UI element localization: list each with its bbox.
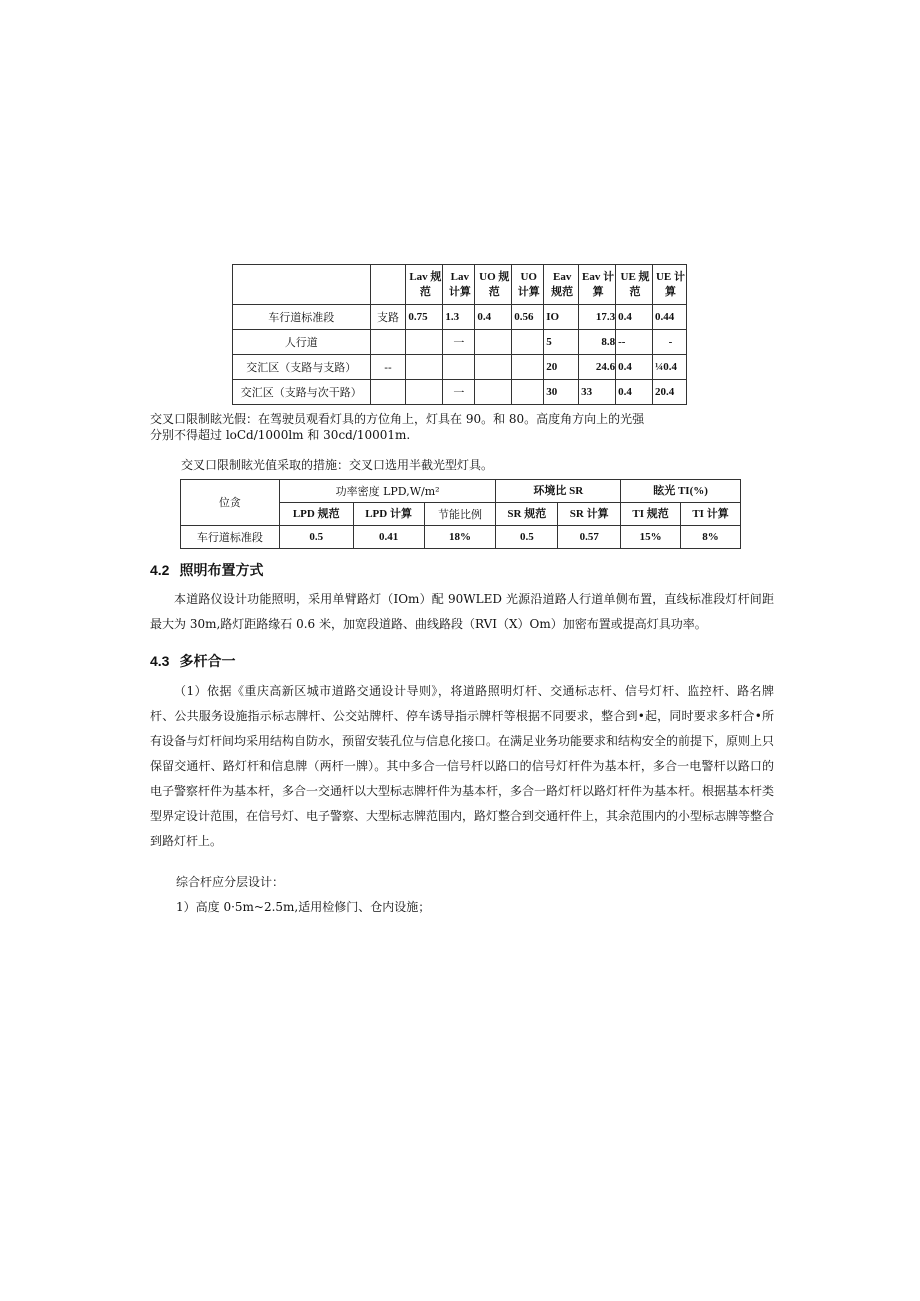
- table1-cell: 30: [544, 380, 579, 405]
- section-title: 照明布置方式: [179, 563, 264, 579]
- section-number: 4.2: [150, 562, 170, 578]
- table1-header-row: [233, 265, 687, 305]
- table2-cell: 0.5: [496, 526, 558, 549]
- table2-header-cell: 位贪: [181, 480, 280, 526]
- table2-header-cell: 眩光 TI(%): [621, 480, 741, 503]
- layer-design-title: 综合杆应分层设计：: [176, 875, 285, 889]
- table1-cell: 车行道标准段: [233, 305, 371, 330]
- table2-cell: 18%: [424, 526, 496, 549]
- table2-header-cell: SR 规范: [496, 503, 558, 526]
- table1-cell: --: [370, 355, 406, 380]
- lpd-table: [180, 479, 741, 549]
- table1-header-cell: [233, 265, 371, 305]
- table1-cell: 0.4: [616, 355, 653, 380]
- section-number: 4.3: [150, 653, 170, 669]
- table2-cell: 8%: [681, 526, 741, 549]
- table-row: [233, 330, 687, 355]
- glare-note-line-2: 分别不得超过 loCd/1000lm 和 30cd/10001m.: [150, 428, 411, 442]
- table1-header-cell: UO 计算: [512, 265, 544, 305]
- table-row: [233, 355, 687, 380]
- table1-cell: [443, 355, 475, 380]
- table1-cell: 24.6: [579, 355, 616, 380]
- lighting-standard-table: [232, 264, 687, 405]
- table1-header-cell: [370, 265, 406, 305]
- table1-cell: [370, 380, 406, 405]
- section-4-2-heading: [150, 560, 263, 580]
- table1-cell: 17.3: [579, 305, 616, 330]
- table1-header-cell: UO 规范: [475, 265, 512, 305]
- table1-cell: 交汇区（支路与支路）: [233, 355, 371, 380]
- table1-cell: 0.44: [652, 305, 686, 330]
- table1-header-cell: Lav 计算: [443, 265, 475, 305]
- table1-cell: 8.8: [579, 330, 616, 355]
- section-4-2-paragraph: 本道路仪设计功能照明，采用单臂路灯（IOm）配 90WLED 光源沿道路人行道单侧布置，直线标准段灯杆间距最大为 30m,路灯距路缘石 0.6 米，加宽段道路、曲线路段（RVI（X）Om）加密布置或提高灯具功率。: [150, 592, 774, 631]
- table1-cell: 1.3: [443, 305, 475, 330]
- table1-cell: 5: [544, 330, 579, 355]
- glare-measure-note: 交叉口限制眩光值采取的措施：交叉口选用半截光型灯具。: [181, 458, 494, 472]
- table1-cell: 0.56: [512, 305, 544, 330]
- table2-cell: 0.57: [558, 526, 621, 549]
- table1-header-cell: UE 计算: [652, 265, 686, 305]
- glare-note-line-1: 交叉口限制眩光假：在驾驶员观看灯具的方位角上，灯具在 90。和 80。高度角方向上的光强: [150, 412, 645, 426]
- table2-header-cell: TI 规范: [621, 503, 681, 526]
- table1-header-cell: Eav 规范: [544, 265, 579, 305]
- table1-cell: IO: [544, 305, 579, 330]
- table2-header-cell: 节能比例: [424, 503, 496, 526]
- table1-cell: [512, 380, 544, 405]
- table1-header-cell: UE 规范: [616, 265, 653, 305]
- table2-header-cell: LPD 规范: [279, 503, 353, 526]
- table1-cell: [475, 355, 512, 380]
- table1-cell: [406, 355, 443, 380]
- table1-cell: -: [652, 330, 686, 355]
- table1-cell: [512, 355, 544, 380]
- table1-cell: [475, 380, 512, 405]
- table1-cell: 0.4: [475, 305, 512, 330]
- table2-header-cell: SR 计算: [558, 503, 621, 526]
- table1-cell: 人行道: [233, 330, 371, 355]
- table-row: [181, 526, 741, 549]
- table2-cell: 0.41: [353, 526, 424, 549]
- table1-cell: [370, 330, 406, 355]
- table1-header-cell: Eav 计算: [579, 265, 616, 305]
- table1-cell: 0.4: [616, 380, 653, 405]
- table2-cell: 车行道标准段: [181, 526, 280, 549]
- section-4-3-paragraph: （1）依据《重庆高新区城市道路交通设计导则》，将道路照明灯杆、交通标志杆、信号灯杆、监控杆、路名牌杆、公共服务设施指示标志牌杆、公交站牌杆、停车诱导指示牌杆等根据不同要求，整合到•起，同时要求多杆合•所有设备与灯杆间均采用结构自防水，预留安装孔位与信息化接口。在满足业务功能要求和结构安全的前提下，原则上只保留交通杆、路灯杆和信息牌（两杆一牌）。其中多合一信号杆以路口的信号灯杆件为基本杆，多合一电警杆以路口的电子警察杆件为基本杆，多合一交通杆以大型标志牌杆件为基本杆，多合一路灯杆以路灯杆件为基本杆。根据基本杆类型界定设计范围，在信号灯、电子警察、大型标志牌范围内，路灯整合到交通杆件上，其余范围内的小型标志牌等整合到路灯杆上。: [150, 684, 775, 848]
- table1-cell: [512, 330, 544, 355]
- table2-group-header-row: [181, 480, 741, 503]
- table-row: [233, 380, 687, 405]
- table1-cell: [406, 330, 443, 355]
- table2-cell: 0.5: [279, 526, 353, 549]
- table2-header-cell: 环境比 SR: [496, 480, 621, 503]
- table2-header-cell: 功率密度 LPD,W/m²: [279, 480, 496, 503]
- table1-cell: 20: [544, 355, 579, 380]
- table-row: [233, 305, 687, 330]
- table1-cell: 0.75: [406, 305, 443, 330]
- table1-cell: 一: [443, 380, 475, 405]
- table1-cell: 一: [443, 330, 475, 355]
- table1-header-cell: Lav 规范: [406, 265, 443, 305]
- table2-header-cell: TI 计算: [681, 503, 741, 526]
- table1-cell: 20.4: [652, 380, 686, 405]
- table1-cell: ¼0.4: [652, 355, 686, 380]
- table2-header-cell: LPD 计算: [353, 503, 424, 526]
- table1-cell: 交汇区（支路与次干路）: [233, 380, 371, 405]
- section-4-3-heading: [150, 651, 235, 671]
- table1-cell: --: [616, 330, 653, 355]
- table2-cell: 15%: [621, 526, 681, 549]
- table1-cell: [406, 380, 443, 405]
- table1-cell: [475, 330, 512, 355]
- table1-cell: 0.4: [616, 305, 653, 330]
- table1-cell: 支路: [370, 305, 406, 330]
- section-title: 多杆合一: [179, 654, 236, 670]
- table1-cell: 33: [579, 380, 616, 405]
- layer-1-text: 1）高度 0·5m~2.5m,适用检修门、仓内设施；: [176, 900, 431, 914]
